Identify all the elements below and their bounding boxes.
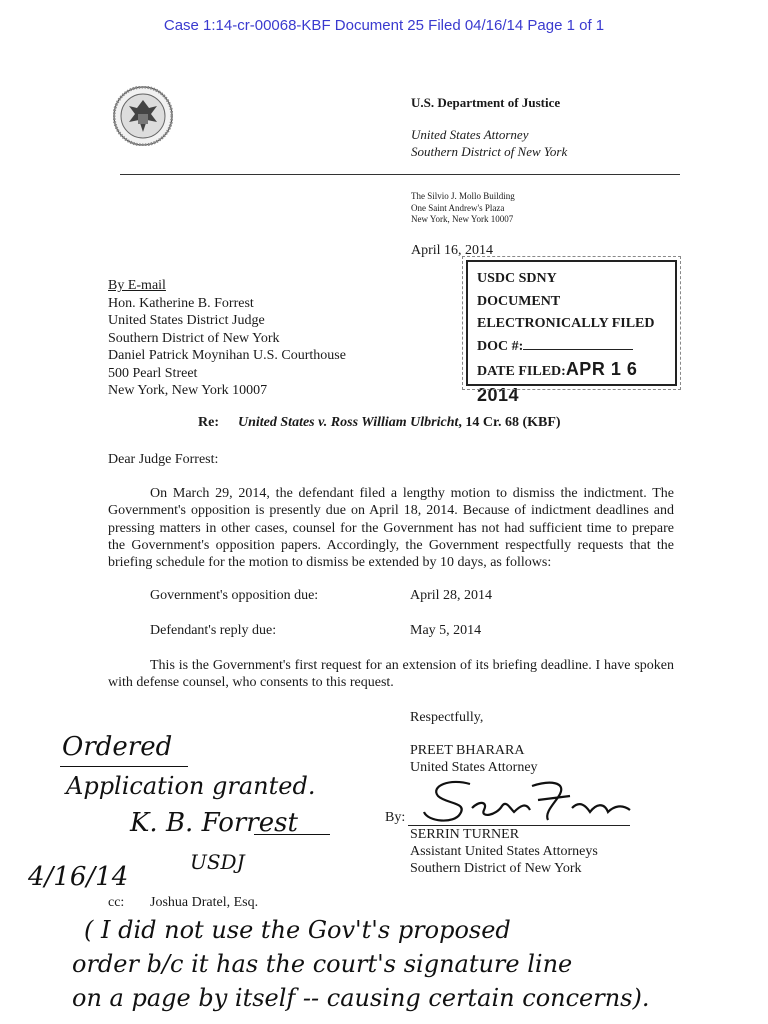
recipient-courthouse: Daniel Patrick Moynihan U.S. Courthouse [108, 348, 346, 363]
handwritten-note-line-2: order b/c it has the court's signature line [72, 950, 573, 978]
address-line-1: The Silvio J. Mollo Building [411, 191, 515, 201]
ordered-underline [60, 766, 188, 767]
recipient-block [108, 277, 346, 400]
letter-date: April 16, 2014 [411, 243, 494, 258]
stamp-line-2: DOCUMENT [477, 293, 561, 309]
address-line-3: New York, New York 10007 [411, 214, 514, 224]
recipient-title: United States District Judge [108, 313, 265, 328]
handwritten-note-line-3: on a page by itself -- causing certain concerns). [72, 984, 650, 1012]
address-line-2: One Saint Andrew's Plaza [411, 202, 505, 213]
re-line [198, 415, 561, 431]
cc-line [108, 895, 258, 911]
office-line-2: Southern District of New York [411, 144, 568, 159]
department-name: U.S. Department of Justice [411, 95, 561, 110]
valediction: Respectfully, [410, 710, 484, 725]
case-title: United States v. Ross William Ulbricht [238, 415, 459, 430]
cc-name: Joshua Dratel, Esq. [150, 895, 259, 910]
stamp-line-1: USDC SDNY [477, 271, 557, 286]
filing-stamp [466, 260, 677, 405]
letterhead-divider [120, 174, 680, 175]
recipient-city: New York, New York 10007 [108, 383, 268, 398]
schedule-date-2: May 5, 2014 [410, 623, 482, 638]
judge-signature-stroke [254, 834, 330, 835]
schedule-date-1: April 28, 2014 [410, 588, 493, 603]
doj-seal-icon [113, 86, 173, 146]
office-address [411, 191, 515, 226]
stamp-border [462, 256, 681, 390]
body-paragraph-1-text: On March 29, 2014, the defendant filed a lengthy motion to dismiss the indictment. The Government's opposition is presently due on April 18, 2014. Because of indictment deadlines and pressing matters in other cases, counsel for the Government has not had sufficient time to prepare the Government's opposition papers. Accordingly, the Government respectfully requests that the briefing schedule for the motion to dismiss be extended by 10 days, as follows: [108, 486, 674, 571]
date-filed-label: DATE FILED: [477, 364, 566, 379]
signer-title: United States Attorney [410, 760, 538, 775]
ausa-title: Assistant United States Attorneys [410, 844, 598, 859]
handwritten-ordered: Ordered [62, 732, 173, 762]
ausa-name: SERRIN TURNER [410, 827, 520, 842]
body-paragraph-2 [108, 657, 674, 692]
recipient-district: Southern District of New York [108, 330, 280, 346]
re-label: Re: [198, 415, 219, 430]
by-label: By: [385, 810, 406, 825]
handwritten-judge-initials: K. B. Forrest [130, 808, 298, 838]
doc-number-label: DOC #: [477, 338, 524, 354]
office-name [411, 126, 567, 160]
schedule-label-1: Government's opposition due: [150, 588, 319, 603]
body-paragraph-1 [108, 485, 674, 571]
signer-name: PREET BHARARA [410, 743, 525, 758]
schedule-label-2: Defendant's reply due: [150, 623, 277, 638]
handwritten-granted: Application granted. [66, 772, 316, 800]
body-paragraph-2-text: This is the Government's first request for an extension of its briefing deadline. I have spoken with defense counsel, who consents to this request. [108, 658, 674, 691]
cc-label: cc: [108, 895, 125, 910]
handwritten-note-line-1: ( I did not use the Gov't's proposed [84, 916, 511, 944]
office-line-1: United States Attorney [411, 127, 529, 142]
ausa-office: Southern District of New York [410, 861, 582, 876]
case-header: Case 1:14-cr-00068-KBF Document 25 Filed 04/16/14 Page 1 of 1 [163, 17, 605, 34]
recipient-street: 500 Pearl Street [108, 365, 198, 381]
delivery-method: By E-mail [108, 278, 166, 293]
salutation: Dear Judge Forrest: [108, 452, 219, 467]
date-filed-value: APR 1 6 2014 [477, 359, 638, 405]
stamp-line-3: ELECTRONICALLY FILED [477, 316, 655, 331]
handwritten-judge-title: USDJ [190, 850, 245, 874]
handwritten-date: 4/16/14 [28, 862, 129, 892]
handwritten-signature-icon [410, 772, 640, 832]
recipient-name: Hon. Katherine B. Forrest [108, 295, 254, 311]
case-number: , 14 Cr. 68 (KBF) [458, 415, 561, 430]
